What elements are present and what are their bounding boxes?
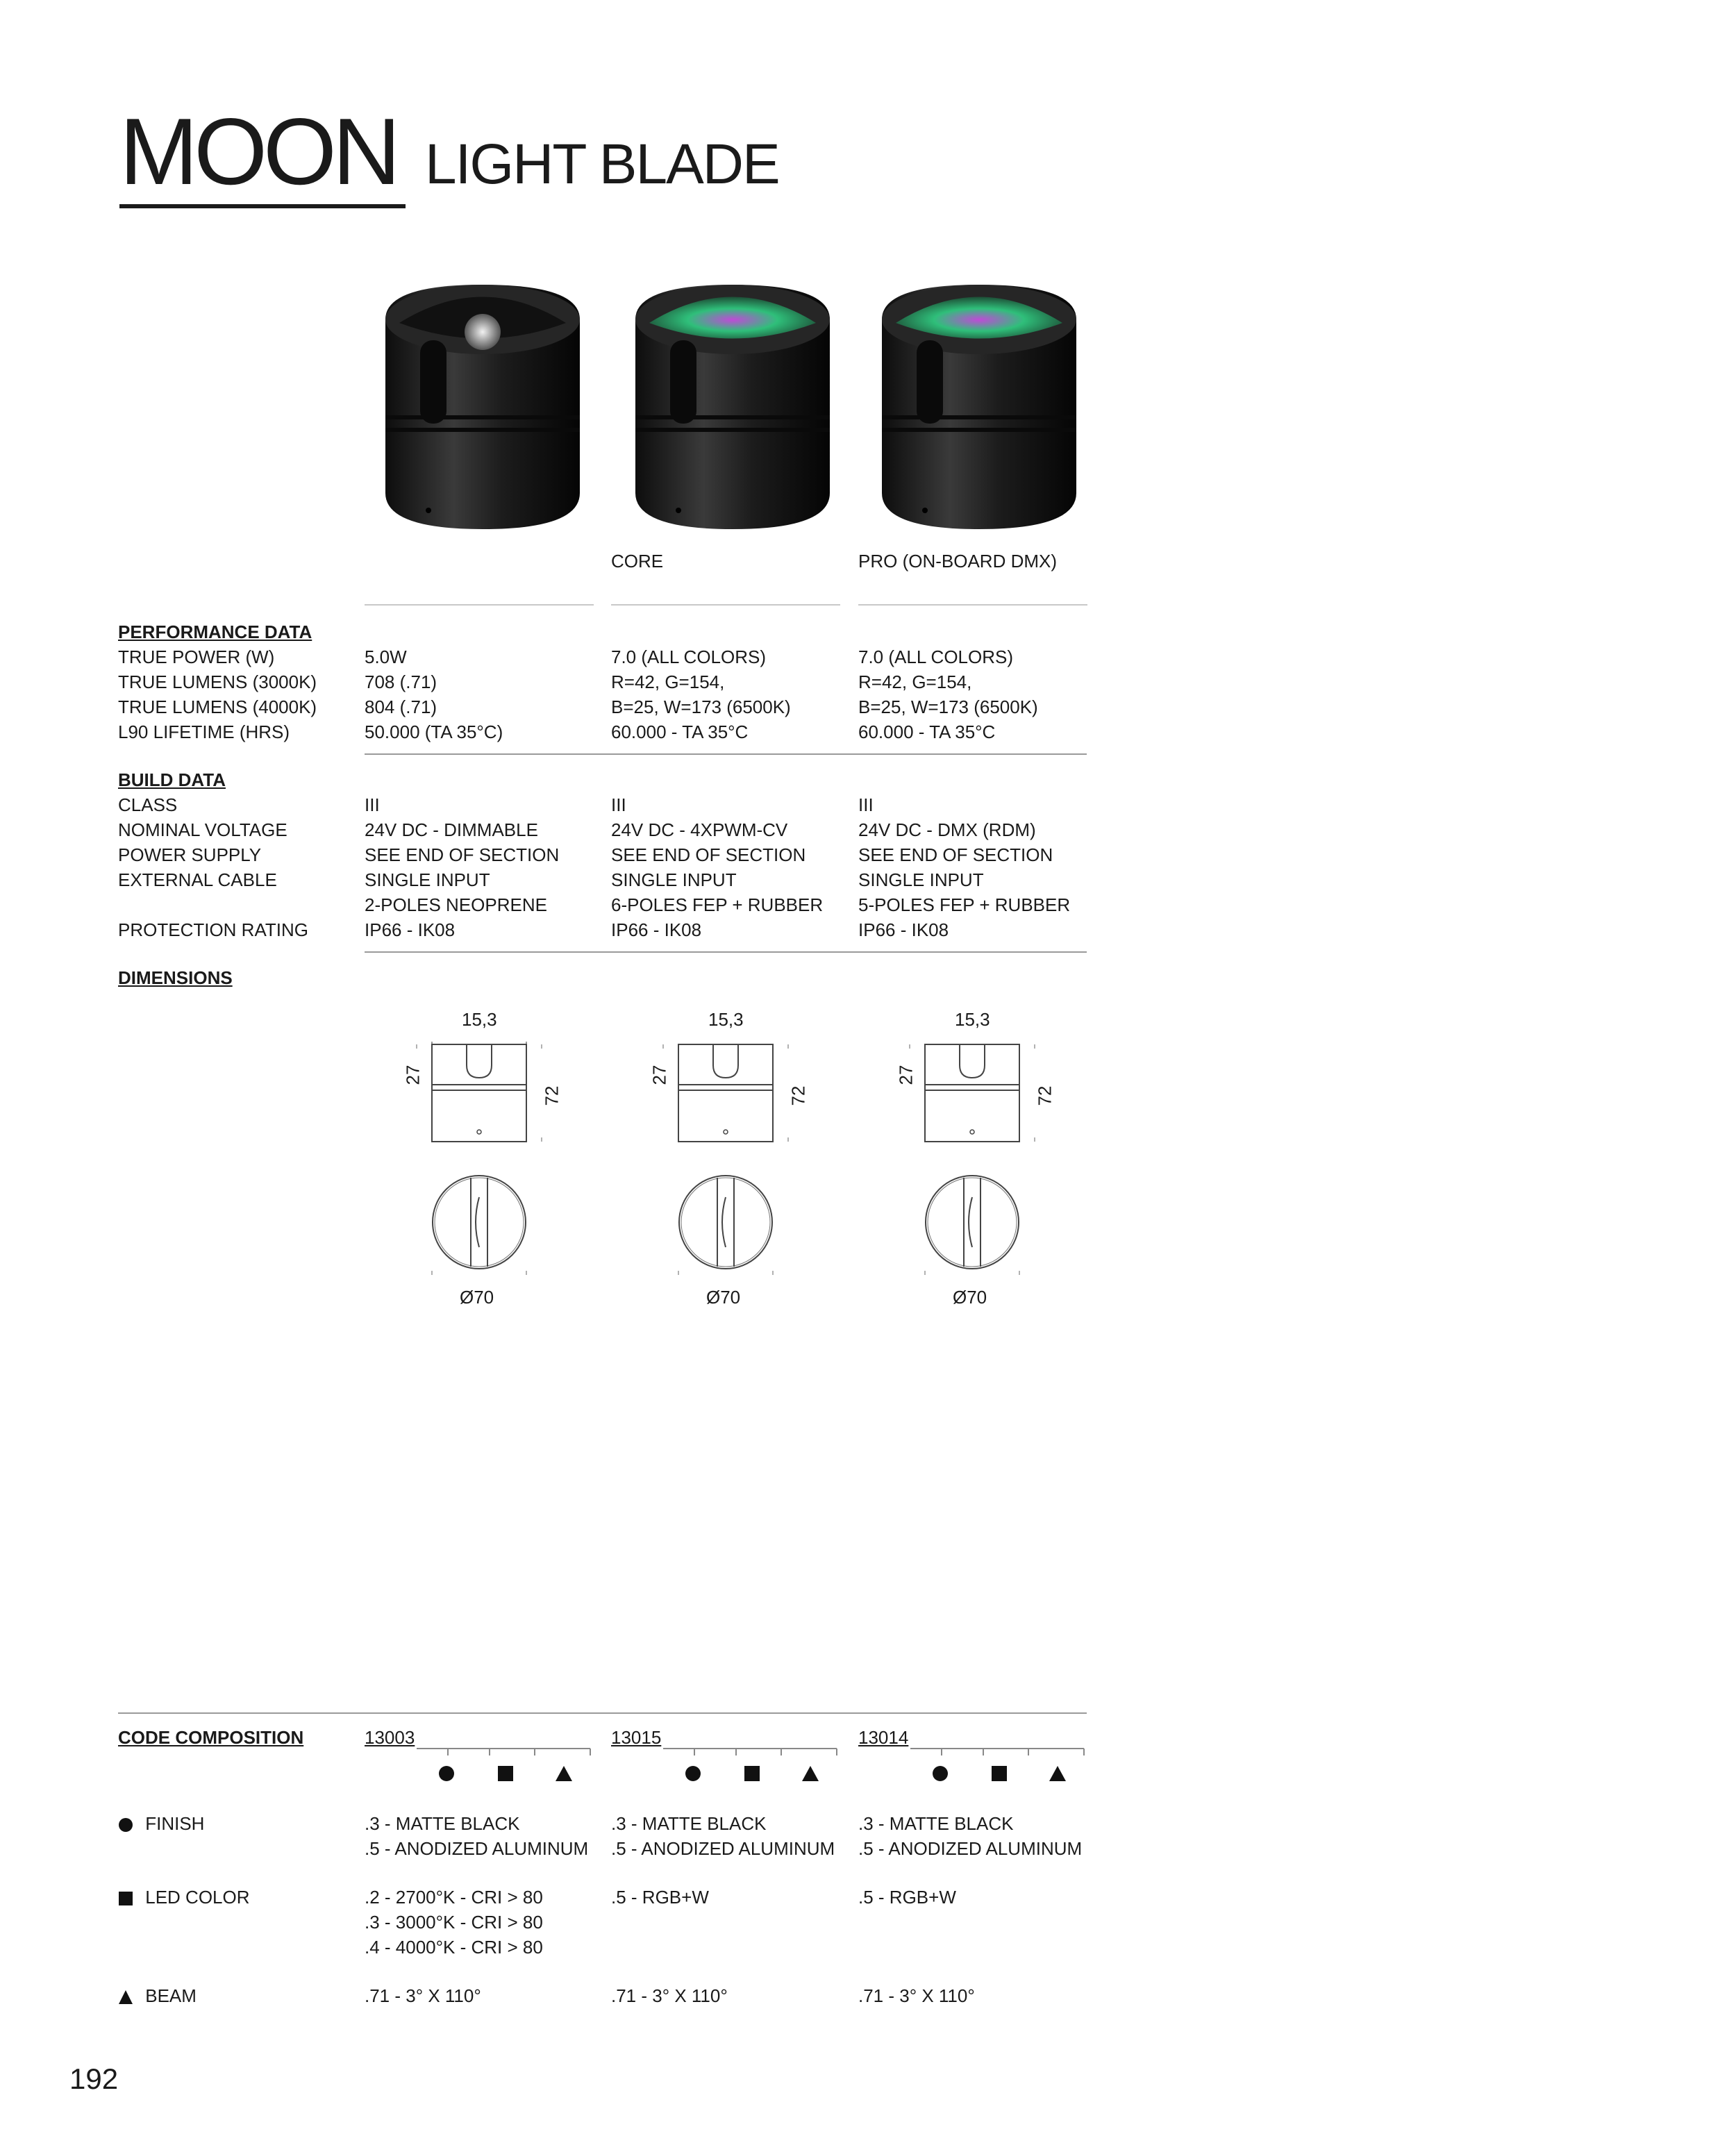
performance-col-1: 5.0W 708 (.71) 804 (.71) 50.000 (TA 35°C) — [365, 647, 503, 742]
brand-title: MOON — [119, 99, 397, 204]
column-name-core: CORE — [611, 551, 664, 572]
beam-col-3: .71 - 3° X 110° — [858, 1985, 975, 2006]
column-rule-3 — [858, 604, 1087, 606]
dim-upper-label: 27 — [895, 1065, 917, 1085]
column-name-pro: PRO (ON-BOARD DMX) — [858, 551, 1057, 572]
beam-label-row — [118, 1983, 197, 2008]
performance-heading: PERFORMANCE DATA — [118, 622, 312, 642]
dim-width-label: 15,3 — [955, 1009, 990, 1030]
finish-col-3: .3 - MATTE BLACK .5 - ANODIZED ALUMINUM — [858, 1813, 1083, 1859]
code-block-2 — [611, 1725, 840, 1787]
square-icon — [118, 1891, 133, 1906]
product-subtitle: LIGHT BLADE — [425, 133, 779, 196]
finish-col-2: .3 - MATTE BLACK .5 - ANODIZED ALUMINUM — [611, 1813, 835, 1859]
code-heading: CODE COMPOSITION — [118, 1727, 304, 1748]
beam-label: BEAM — [145, 1985, 197, 2006]
code-number: 13015 — [611, 1727, 662, 1748]
triangle-icon — [118, 1990, 133, 2005]
led-label-row — [118, 1885, 250, 1910]
dim-width-label: 15,3 — [708, 1009, 744, 1030]
code-number: 13003 — [365, 1727, 415, 1748]
dim-upper-label: 27 — [649, 1065, 670, 1085]
code-number: 13014 — [858, 1727, 909, 1748]
code-divider — [118, 1712, 1087, 1714]
dim-height-label: 72 — [1034, 1085, 1055, 1106]
dim-height-label: 72 — [787, 1085, 809, 1106]
build-col-3: III 24V DC - DMX (RDM) SEE END OF SECTION SINGLE INPUT 5-POLES FEP + RUBBER IP66 - IK08 — [858, 794, 1071, 940]
product-image-standard — [378, 271, 587, 535]
performance-col-2: 7.0 (ALL COLORS) R=42, G=154, B=25, W=173 (6500K) 60.000 - TA 35°C — [611, 647, 791, 742]
circle-icon — [118, 1817, 133, 1833]
dim-diameter-label: Ø70 — [460, 1287, 494, 1308]
led-col-2: .5 - RGB+W — [611, 1887, 709, 1908]
product-image-core — [628, 271, 837, 535]
dim-diameter-label: Ø70 — [953, 1287, 987, 1308]
finish-col-1: .3 - MATTE BLACK .5 - ANODIZED ALUMINUM — [365, 1813, 589, 1859]
dim-diameter-label: Ø70 — [706, 1287, 741, 1308]
dimension-drawing-3 — [889, 1007, 1055, 1312]
code-block-1 — [365, 1725, 594, 1787]
led-col-3: .5 - RGB+W — [858, 1887, 956, 1908]
performance-labels: TRUE POWER (W) TRUE LUMENS (3000K) TRUE LUMENS (4000K) L90 LIFETIME (HRS) — [118, 647, 317, 742]
led-col-1: .2 - 2700°K - CRI > 80 .3 - 3000°K - CRI > 80 .4 - 4000°K - CRI > 80 — [365, 1887, 543, 1958]
code-block-3 — [858, 1725, 1087, 1787]
product-image-pro — [875, 271, 1083, 535]
dimension-drawing-2 — [642, 1007, 809, 1312]
dim-width-label: 15,3 — [462, 1009, 497, 1030]
beam-col-1: .71 - 3° X 110° — [365, 1985, 481, 2006]
build-col-2: III 24V DC - 4XPWM-CV SEE END OF SECTION SINGLE INPUT 6-POLES FEP + RUBBER IP66 - IK08 — [611, 794, 824, 940]
page-number: 192 — [69, 2062, 119, 2095]
beam-col-2: .71 - 3° X 110° — [611, 1985, 728, 2006]
finish-label: FINISH — [145, 1813, 205, 1834]
build-heading: BUILD DATA — [118, 769, 226, 790]
performance-col-3: 7.0 (ALL COLORS) R=42, G=154, B=25, W=173 (6500K) 60.000 - TA 35°C — [858, 647, 1038, 742]
build-col-1: III 24V DC - DIMMABLE SEE END OF SECTION SINGLE INPUT 2-POLES NEOPRENE IP66 - IK08 — [365, 794, 560, 940]
column-rule-2 — [611, 604, 840, 606]
dim-height-label: 72 — [541, 1085, 562, 1106]
dim-upper-label: 27 — [402, 1065, 424, 1085]
build-labels: CLASS NOMINAL VOLTAGE POWER SUPPLY EXTERNAL CABLE PROTECTION RATING — [118, 794, 308, 940]
dimensions-heading: DIMENSIONS — [118, 967, 233, 988]
dimension-drawing-1 — [396, 1007, 562, 1312]
build-divider — [365, 951, 1087, 953]
led-label: LED COLOR — [145, 1887, 250, 1908]
column-rule-1 — [365, 604, 594, 606]
performance-divider — [365, 753, 1087, 755]
finish-label-row — [118, 1811, 204, 1836]
title-underline — [119, 204, 406, 208]
